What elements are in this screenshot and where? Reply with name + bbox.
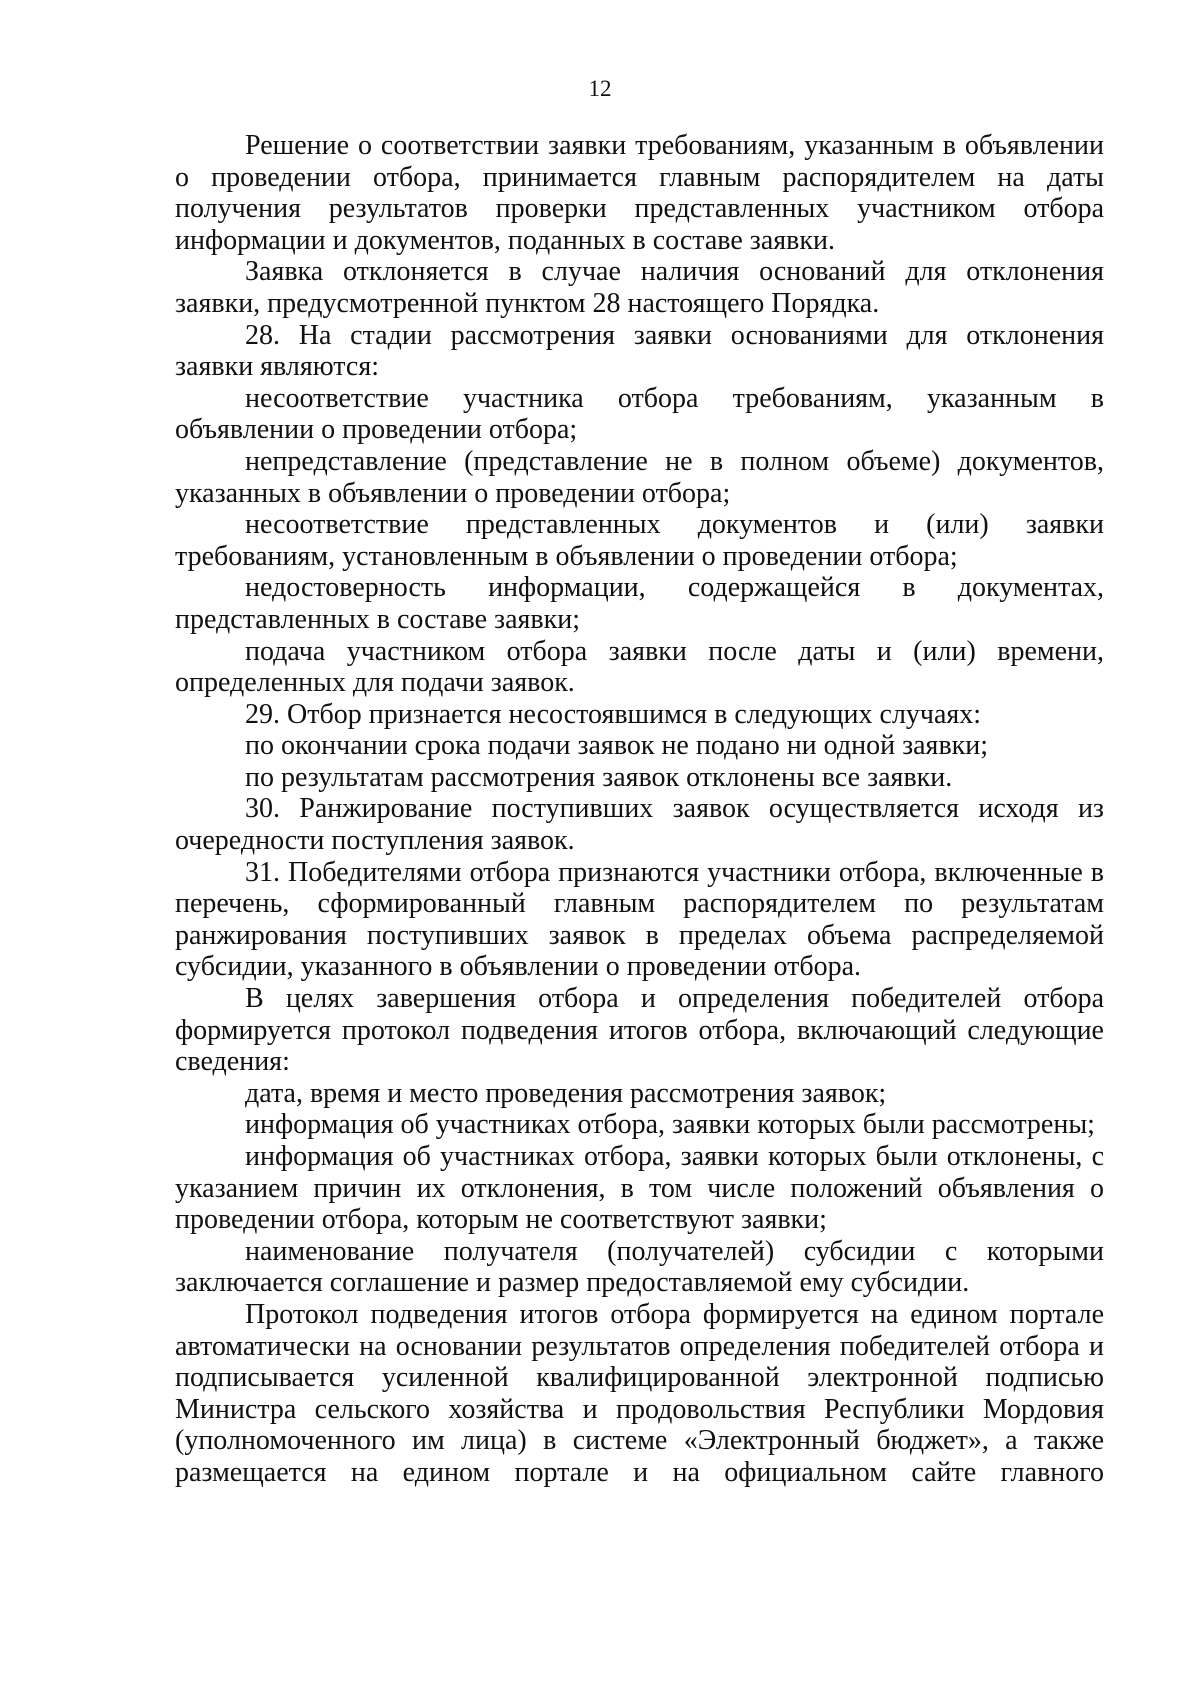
- list-item: по результатам рассмотрения заявок отклонены все заявки.: [245, 761, 953, 793]
- paragraph-item-31: 31. Победителями отбора признаются участники отбора, включенные в перечень, сформированный главным распорядителем по результатам ранжирования поступивших заявок в пределах объема распределяемой субсидии, указанного в объявлении о проведении отбора.: [175, 856, 1104, 983]
- list-item: информация об участниках отбора, заявки которых были отклонены, с указанием причин их отклонения, в том числе положений объявления о проведении отбора, которым не соответствуют заявки;: [175, 1141, 1104, 1236]
- list-item: наименование получателя (получателей) субсидии с которыми заключается соглашение и размер предоставляемой ему субсидии.: [175, 1235, 1104, 1299]
- list-item: несоответствие представленных документов и (или) заявки требованиям, установленным в объявлении о проведении отбора;: [175, 509, 1104, 572]
- paragraph-decision: Решение о соответствии заявки требованиям, указанным в объявлении о проведении отбора, принимается главным распорядителем на даты получения результатов проверки представленных участником отбора информации и документов, поданных в составе заявки.: [175, 130, 1104, 256]
- list-item: несоответствие участника отбора требованиям, указанным в объявлении о проведении отбора;: [175, 382, 1104, 446]
- paragraph-item-29: 29. Отбор признается несостоявшимся в следующих случаях:: [245, 698, 982, 730]
- list-item: дата, время и место проведения рассмотрения заявок;: [245, 1077, 887, 1109]
- list-item: по окончании срока подачи заявок не подано ни одной заявки;: [245, 730, 989, 762]
- list-item: недостоверность информации, содержащейся в документах, представленных в составе заявки;: [175, 572, 1104, 635]
- paragraph-rejection: Заявка отклоняется в случае наличия оснований для отклонения заявки, предусмотренной пунктом 28 настоящего Порядка.: [175, 256, 1104, 319]
- list-item: информация об участниках отбора, заявки которых были рассмотрены;: [245, 1109, 1095, 1141]
- document-body: [175, 130, 1104, 1489]
- paragraph-item-30: 30. Ранжирование поступивших заявок осуществляется исходя из очередности поступления заявок.: [175, 793, 1104, 857]
- paragraph-item-28: 28. На стадии рассмотрения заявки основаниями для отклонения заявки являются:: [175, 319, 1104, 383]
- list-item: непредставление (представление не в полном объеме) документов, указанных в объявлении о проведении отбора;: [175, 445, 1104, 509]
- list-item: подача участником отбора заявки после даты и (или) времени, определенных для подачи заявок.: [175, 635, 1104, 699]
- paragraph-protocol-signing: Протокол подведения итогов отбора формируется на едином портале автоматически на основании результатов определения победителей отбора и подписывается усиленной квалифицированной электронной подписью Министра сельского хозяйства и продовольствия Республики Мордовия (уполномоченного им лица) в системе «Электронный бюджет», а также размещается на едином портале и на официальном сайте главного: [175, 1298, 1104, 1488]
- page-number: 12: [588, 76, 612, 101]
- paragraph-protocol-intro: В целях завершения отбора и определения победителей отбора формируется протокол подведения итогов отбора, включающий следующие сведения:: [175, 983, 1104, 1078]
